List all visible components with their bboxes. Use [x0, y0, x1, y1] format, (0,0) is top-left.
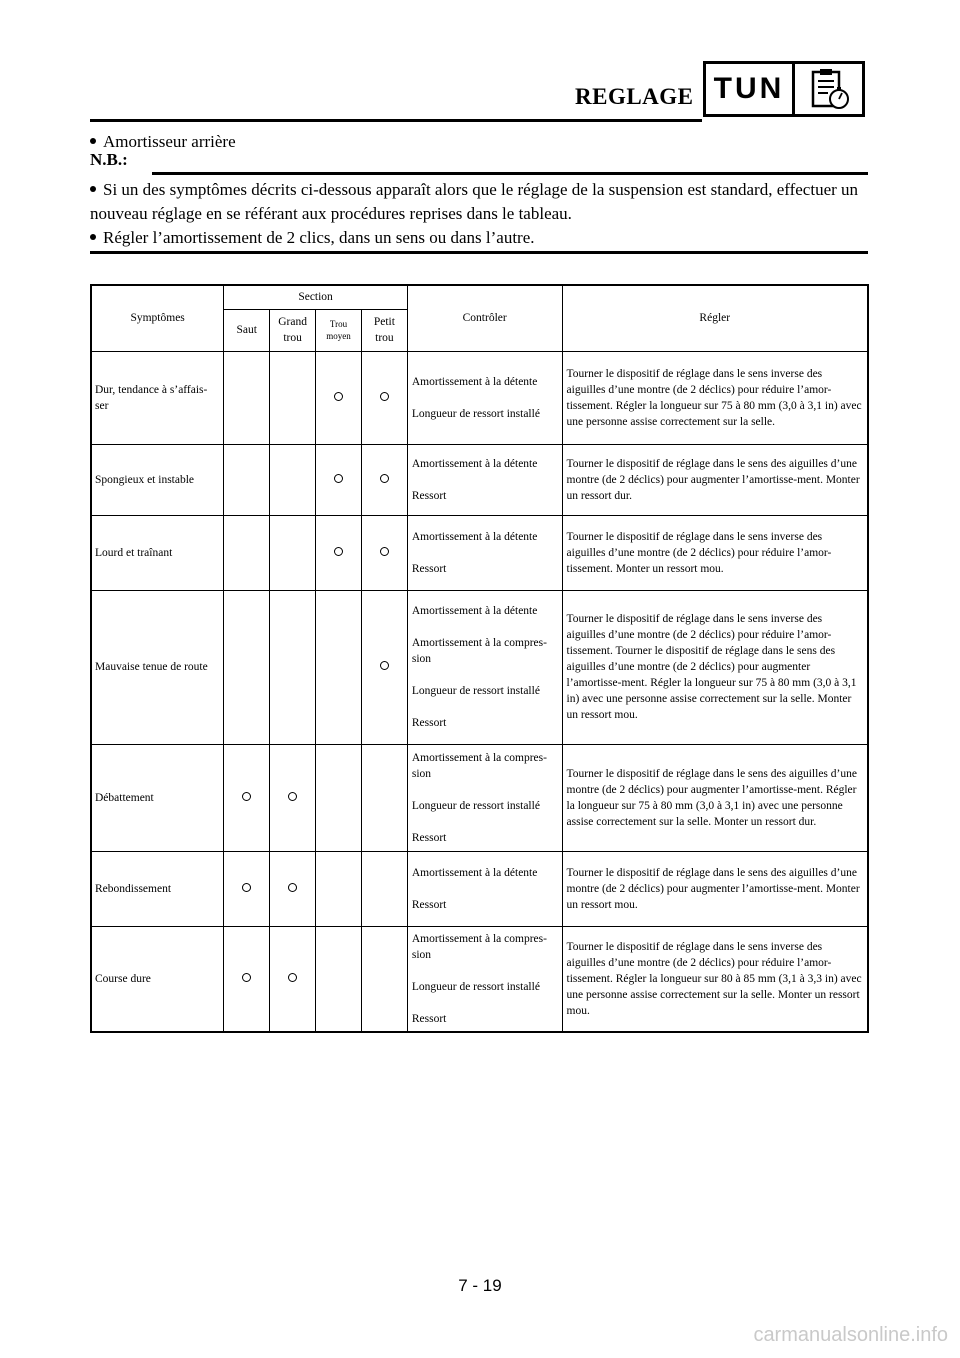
intro-bullet: Amortisseur arrière: [90, 130, 236, 154]
adjust-cell: Tourner le dispositif de réglage dans le sens des aiguilles d’une montre (de 2 déclics) pour augmenter l’amortisse-ment. Monter un ressort dur.: [562, 444, 868, 515]
section-badge: [703, 61, 865, 117]
section-mark-cell: [270, 744, 316, 851]
page-number: 7 - 19: [458, 1276, 502, 1295]
header-symptoms: Symptômes: [91, 285, 224, 351]
control-cell: [407, 444, 562, 515]
adjust-cell: Tourner le dispositif de réglage dans le sens inverse des aiguilles d’une montre (de 2 déclics) pour réduire l’amor-tissement. Régler la longueur sur 80 à 85 mm (3,1 à 3,3 in) avec une personne assise correctement sur la selle. Monter un ressort mou.: [562, 926, 868, 1032]
table-row: [91, 744, 868, 851]
control-item: Amortissement à la compres-sion: [411, 751, 547, 780]
section-mark-cell: [361, 926, 407, 1032]
table-row: [91, 590, 868, 744]
section-mark-cell: [224, 744, 270, 851]
section-mark-cell: [224, 444, 270, 515]
header-section: Section: [224, 285, 408, 309]
nb-bottom-rule: [90, 251, 868, 254]
circle-mark-icon: [334, 547, 343, 556]
section-code: TUN: [706, 64, 795, 114]
header-control: Contrôler: [407, 285, 562, 351]
section-mark-cell: [224, 926, 270, 1032]
section-mark-cell: [270, 444, 316, 515]
symptom-cell: Course dure: [91, 926, 224, 1032]
circle-mark-icon: [288, 883, 297, 892]
header-trou-moyen: Trou moyen: [316, 309, 362, 351]
table-row: [91, 351, 868, 444]
adjust-cell: Tourner le dispositif de réglage dans le sens des aiguilles d’une montre (de 2 déclics) pour augmenter l’amortisse-ment. Monter un ressort mou.: [562, 851, 868, 926]
circle-mark-icon: [334, 392, 343, 401]
section-mark-cell: [270, 590, 316, 744]
section-mark-cell: [316, 515, 362, 590]
watermark: carmanualsonline.info: [753, 1324, 948, 1346]
section-mark-cell: [224, 351, 270, 444]
circle-mark-icon: [380, 474, 389, 483]
section-mark-cell: [270, 515, 316, 590]
tuning-table: [90, 284, 869, 1033]
symptom-cell: Dur, tendance à s’affais-ser: [91, 351, 224, 444]
section-mark-cell: [361, 590, 407, 744]
adjust-cell: Tourner le dispositif de réglage dans le sens des aiguilles d’une montre (de 2 déclics) pour augmenter l’amortisse-ment. Régler la longueur sur 75 à 80 mm (3,0 à 3,1 in) avec une personne assise correctement sur la selle. Monter un ressort dur.: [562, 744, 868, 851]
control-item: Amortissement à la détente: [411, 605, 538, 617]
page-title: REGLAGE: [575, 84, 694, 109]
circle-mark-icon: [380, 661, 389, 670]
control-cell: [407, 851, 562, 926]
control-item: Longueur de ressort installé: [411, 980, 540, 993]
control-item: Ressort: [411, 1012, 447, 1025]
circle-mark-icon: [288, 973, 297, 982]
section-mark-cell: [361, 744, 407, 851]
control-cell: [407, 744, 562, 851]
control-item: Longueur de ressort installé: [411, 799, 540, 812]
section-mark-cell: [361, 351, 407, 444]
control-item: Ressort: [411, 717, 447, 729]
section-mark-cell: [270, 351, 316, 444]
control-cell: [407, 351, 562, 444]
bullet-icon: [90, 234, 96, 240]
control-item: Amortissement à la détente: [411, 530, 538, 543]
control-item: Amortissement à la détente: [411, 457, 538, 470]
section-mark-cell: [316, 744, 362, 851]
symptom-cell: Rebondissement: [91, 851, 224, 926]
bullet-icon: [90, 138, 96, 144]
header-saut: Saut: [224, 309, 270, 351]
circle-mark-icon: [242, 973, 251, 982]
header-adjust: Régler: [562, 285, 868, 351]
nb-item: Régler l’amortissement de 2 clics, dans un sens ou dans l’autre.: [90, 226, 870, 250]
adjust-cell: Tourner le dispositif de réglage dans le sens inverse des aiguilles d’une montre (de 2 déclics) pour réduire l’amor-tissement. Tourner le dispositif de réglage dans le sens des aiguilles d’une montre (de 2 déclics) pour augmenter l’amortisse-ment. Régler la longueur sur 75 à 80 mm (3,0 à 3,1 in) avec une personne assise correctement sur la selle. Monter un ressort mou.: [562, 590, 868, 744]
adjust-cell: Tourner le dispositif de réglage dans le sens inverse des aiguilles d’une montre (de 2 déclics) pour réduire l’amor-tissement. Régler la longueur sur 75 à 80 mm (3,0 à 3,1 in) avec une personne assise correctement sur la selle.: [562, 351, 868, 444]
nb-rule: [152, 172, 868, 175]
table-row: [91, 926, 868, 1032]
control-item: Longueur de ressort installé: [411, 407, 540, 420]
section-mark-cell: [316, 590, 362, 744]
section-mark-cell: [361, 515, 407, 590]
control-cell: [407, 515, 562, 590]
table-row: [91, 851, 868, 926]
header-petit-trou: Petit trou: [361, 309, 407, 351]
circle-mark-icon: [242, 883, 251, 892]
circle-mark-icon: [380, 547, 389, 556]
control-item: Amortissement à la détente: [411, 375, 538, 388]
table-row: [91, 444, 868, 515]
section-mark-cell: [361, 444, 407, 515]
nb-item: Si un des symptômes décrits ci-dessous apparaît alors que le réglage de la suspension est standard, effectuer un nouveau réglage en se référant aux procédures reprises dans le tableau.: [90, 180, 859, 223]
control-item: Ressort: [411, 489, 447, 502]
control-cell: [407, 590, 562, 744]
circle-mark-icon: [380, 392, 389, 401]
symptom-cell: Lourd et traînant: [91, 515, 224, 590]
section-mark-cell: [361, 851, 407, 926]
control-item: Amortissement à la détente: [411, 866, 538, 879]
symptom-cell: Mauvaise tenue de route: [91, 590, 224, 744]
section-mark-cell: [316, 444, 362, 515]
circle-mark-icon: [288, 792, 297, 801]
control-item: Longueur de ressort installé: [411, 685, 540, 697]
circle-mark-icon: [242, 792, 251, 801]
control-item: Ressort: [411, 831, 447, 844]
circle-mark-icon: [334, 474, 343, 483]
header-rule: [90, 119, 702, 122]
section-mark-cell: [270, 926, 316, 1032]
control-item: Amortissement à la compres-sion: [411, 637, 547, 665]
symptom-cell: Débattement: [91, 744, 224, 851]
clipboard-stopwatch-icon: [795, 64, 862, 114]
section-mark-cell: [224, 851, 270, 926]
section-mark-cell: [316, 926, 362, 1032]
adjust-cell: Tourner le dispositif de réglage dans le sens inverse des aiguilles d’une montre (de 2 déclics) pour réduire l’amor-tissement. Monter un ressort mou.: [562, 515, 868, 590]
section-mark-cell: [224, 515, 270, 590]
section-mark-cell: [224, 590, 270, 744]
control-item: Amortissement à la compres-sion: [411, 932, 547, 961]
symptom-cell: Spongieux et instable: [91, 444, 224, 515]
control-item: Ressort: [411, 898, 447, 911]
section-mark-cell: [316, 351, 362, 444]
control-cell: [407, 926, 562, 1032]
header-grand-trou: Grand trou: [270, 309, 316, 351]
section-mark-cell: [270, 851, 316, 926]
section-mark-cell: [316, 851, 362, 926]
control-item: Ressort: [411, 562, 447, 575]
bullet-icon: [90, 186, 96, 192]
nb-label: N.B.:: [90, 150, 128, 169]
table-row: [91, 515, 868, 590]
